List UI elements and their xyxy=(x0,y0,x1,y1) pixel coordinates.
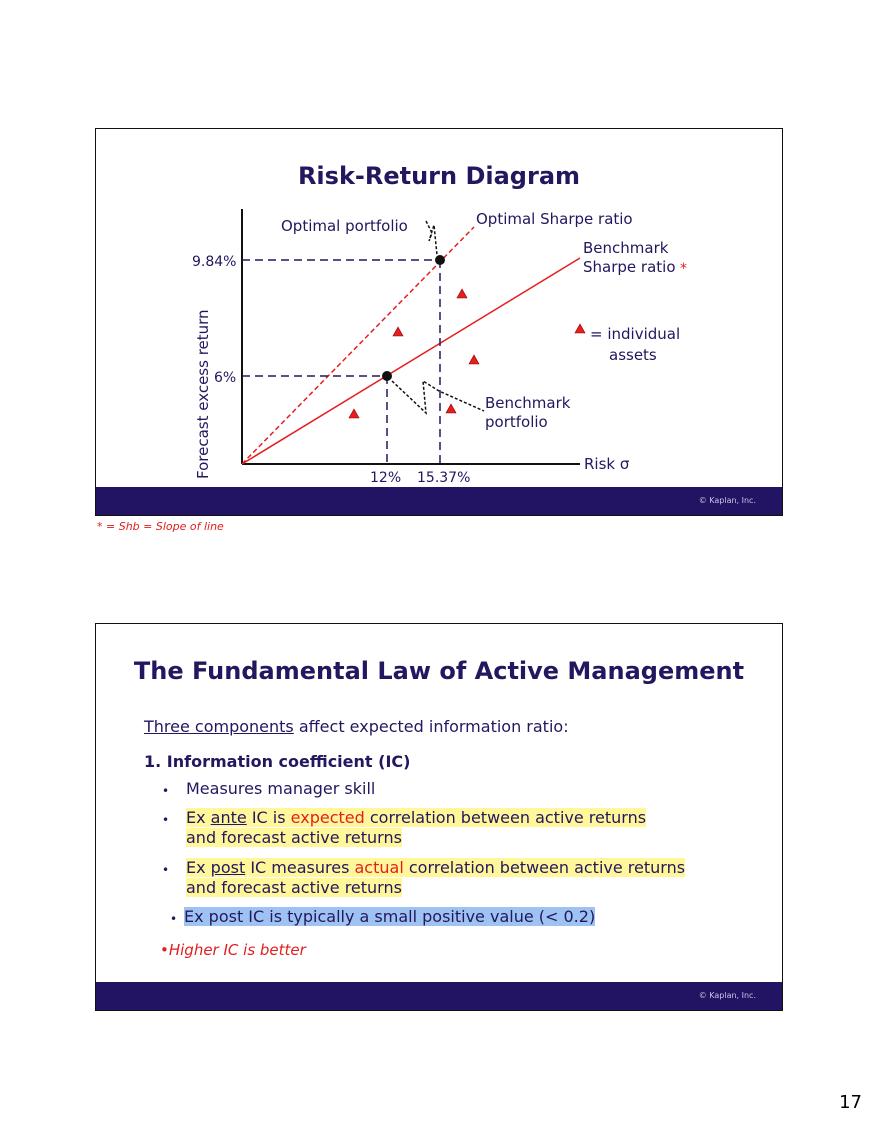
label-optimal-sharpe: Optimal Sharpe ratio xyxy=(476,210,633,228)
slide-footer xyxy=(96,982,782,1010)
y-tick-low: 6% xyxy=(214,370,237,386)
bullet-ex-ante xyxy=(186,808,646,848)
optimal-portfolio-pointer xyxy=(426,221,437,255)
risk-return-diagram xyxy=(96,129,781,489)
label-optimal-portfolio: Optimal portfolio xyxy=(281,217,408,235)
asterisk-mark: * xyxy=(680,261,687,277)
text-fragment: Ex xyxy=(186,858,211,877)
handwritten-annotation: * = Shb = Slope of line xyxy=(97,520,224,533)
bullet-dot: • xyxy=(162,863,170,877)
slide-title: Risk-Return Diagram xyxy=(297,162,581,190)
bullet-manager-skill: Measures manager skill xyxy=(186,779,376,798)
copyright: © Kaplan, Inc. xyxy=(698,496,756,505)
x-axis-label: Risk σ xyxy=(584,455,630,473)
asset-triangle xyxy=(446,404,456,413)
text-fragment: and forecast active returns xyxy=(186,828,402,847)
label-legend-1: = individual xyxy=(590,325,681,343)
copyright: © Kaplan, Inc. xyxy=(698,991,756,1000)
intro-rest: affect expected information ratio: xyxy=(293,717,569,736)
bullet-dot: • xyxy=(162,784,170,798)
y-tick-high: 9.84% xyxy=(192,254,237,270)
bullet-small-positive xyxy=(184,907,595,927)
slide-fundamental-law xyxy=(95,623,783,1011)
page-number: 17 xyxy=(839,1092,862,1113)
ic-heading: 1. Information coefficient (IC) xyxy=(144,752,411,771)
asset-triangle xyxy=(469,355,479,364)
text-highlight-blue: Ex post IC is typically a small positive value (< 0.2) xyxy=(184,907,596,926)
asset-triangle xyxy=(393,327,403,336)
text-actual: actual xyxy=(354,858,404,877)
x-tick-high: 15.37% xyxy=(417,470,471,486)
x-tick-low: 12% xyxy=(370,470,402,486)
text-ante: ante xyxy=(210,808,247,827)
label-benchmark-sharpe-2: Sharpe ratio xyxy=(583,258,676,276)
benchmark-portfolio-point xyxy=(382,371,392,381)
slide-title: The Fundamental Law of Active Management xyxy=(133,657,745,685)
label-benchmark-portfolio-2: portfolio xyxy=(485,413,548,431)
intro-line xyxy=(144,717,569,736)
text-post: post xyxy=(210,858,246,877)
slide-footer xyxy=(96,487,782,515)
asset-triangle xyxy=(457,289,467,298)
bullet-dot: • xyxy=(170,912,178,926)
label-benchmark-sharpe-1: Benchmark xyxy=(583,239,669,257)
bullet-dot: • xyxy=(162,813,170,827)
bullet-ex-post xyxy=(186,858,685,898)
text-fragment: correlation between active returns xyxy=(403,858,686,877)
y-axis-label: Forecast excess return xyxy=(194,309,212,479)
benchmark-portfolio-pointer xyxy=(392,381,484,413)
text-fragment: Ex xyxy=(186,808,211,827)
text-fragment: correlation between active returns xyxy=(364,808,647,827)
label-legend-2: assets xyxy=(609,346,657,364)
legend-triangle xyxy=(575,324,585,333)
text-fragment: IC is xyxy=(246,808,291,827)
text-expected: expected xyxy=(290,808,365,827)
label-benchmark-portfolio-1: Benchmark xyxy=(485,394,571,412)
asset-triangle xyxy=(349,409,359,418)
intro-underlined: Three components xyxy=(144,717,294,736)
optimal-portfolio-point xyxy=(435,255,445,265)
benchmark-sharpe-line xyxy=(242,258,580,464)
handwritten-note: •Higher IC is better xyxy=(160,941,306,959)
slide-risk-return xyxy=(95,128,783,516)
text-fragment: and forecast active returns xyxy=(186,878,402,897)
text-fragment: IC measures xyxy=(245,858,355,877)
